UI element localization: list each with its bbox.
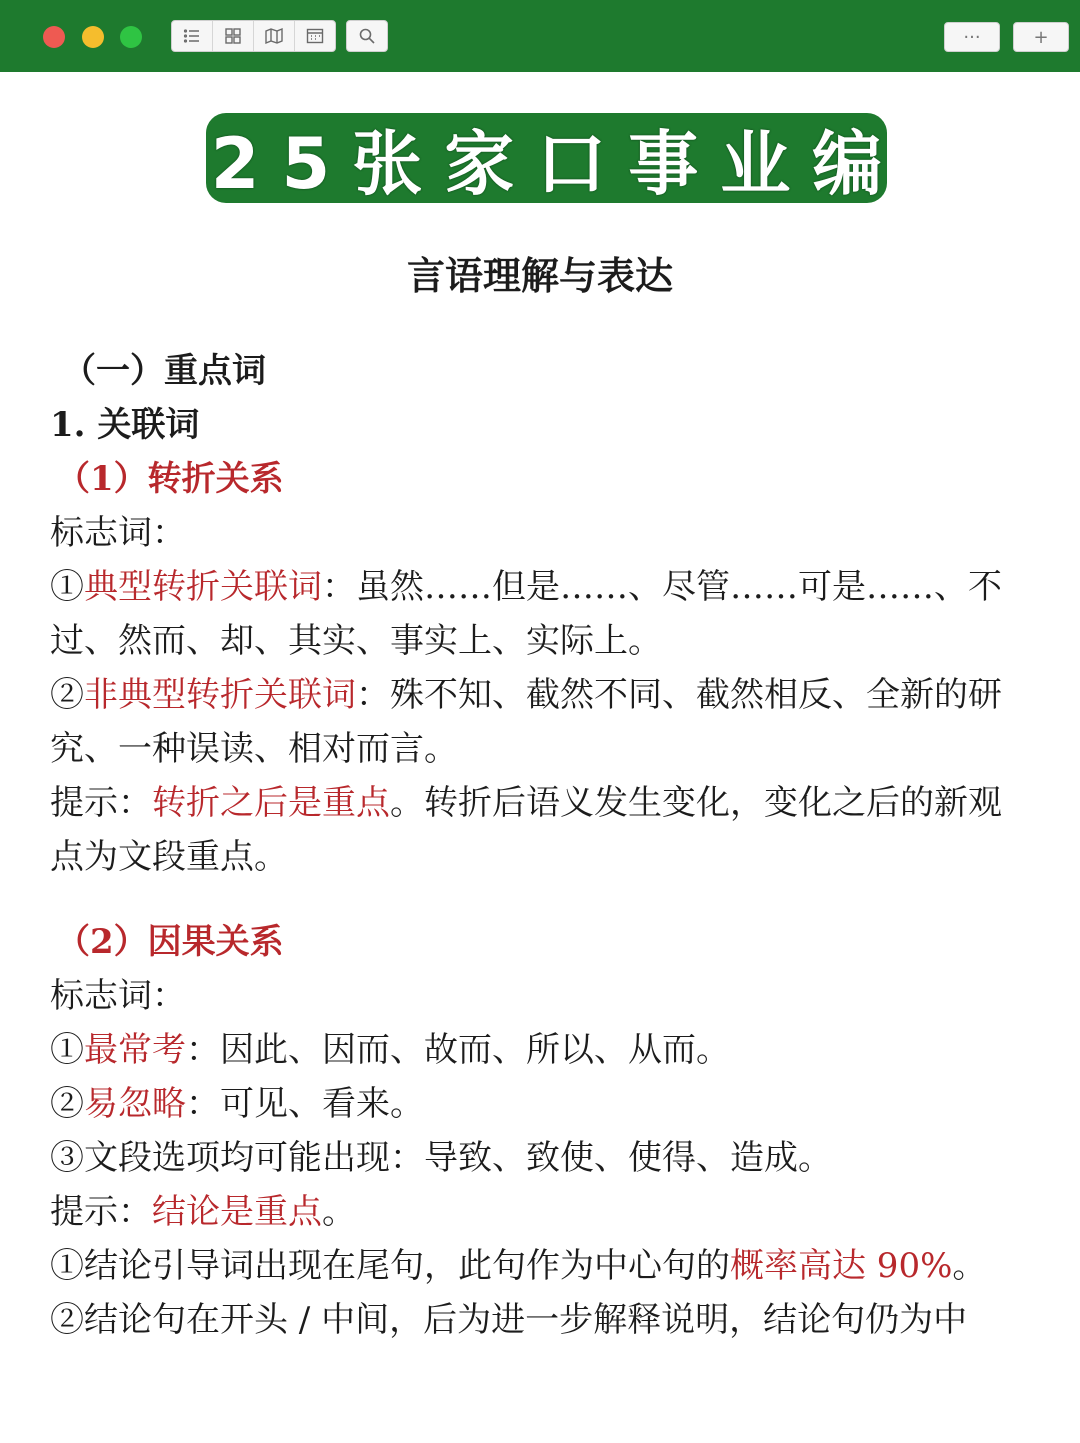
line-text: 。 xyxy=(952,1246,987,1286)
highlight-text: 最常考 xyxy=(84,1030,186,1070)
paragraph-line xyxy=(50,1030,730,1070)
line-text: 。转折后语义发生变化，变化之后的新观 xyxy=(390,783,1002,823)
grid-icon xyxy=(224,27,242,45)
list-icon xyxy=(183,27,201,45)
highlight-text: 典型转折关联词 xyxy=(84,567,322,607)
highlight-text: 非典型转折关联词 xyxy=(84,675,356,715)
close-window-button[interactable] xyxy=(43,26,65,48)
item-number: ② xyxy=(50,675,84,715)
minimize-window-button[interactable] xyxy=(82,26,104,48)
line-text: ①结论引导词出现在尾句，此句作为中心句的 xyxy=(50,1246,730,1286)
paragraph-line xyxy=(50,1084,424,1124)
map-view-button[interactable] xyxy=(254,21,295,51)
item-number: ① xyxy=(50,1030,84,1070)
add-button[interactable]: + xyxy=(1013,22,1069,52)
search-button[interactable] xyxy=(347,21,387,51)
paragraph-line: 点为文段重点。 xyxy=(50,837,288,877)
paragraph-line: ②结论句在开头 / 中间，后为进一步解释说明，结论句仍为中 xyxy=(50,1300,968,1340)
highlight-text: 结论是重点 xyxy=(152,1192,322,1232)
highlight-text: 易忽略 xyxy=(84,1084,186,1124)
tip-label: 提示： xyxy=(50,1192,152,1232)
line-text: ：虽然……但是……、尽管……可是……、不 xyxy=(322,567,1002,607)
list-view-button[interactable] xyxy=(172,21,213,51)
tip-line xyxy=(50,783,1002,823)
item-number: ① xyxy=(50,567,84,607)
line-text: 。 xyxy=(322,1192,356,1232)
calendar-view-button[interactable] xyxy=(295,21,335,51)
map-icon xyxy=(265,27,283,45)
search-toolbar xyxy=(346,20,388,52)
topic-heading-causal: （2）因果关系 xyxy=(56,922,284,962)
window-titlebar xyxy=(0,0,1080,72)
keyword-label: 标志词： xyxy=(50,513,186,553)
search-icon xyxy=(358,27,376,45)
zoom-window-button[interactable] xyxy=(120,26,142,48)
calendar-icon xyxy=(306,27,324,45)
section-heading: （一）重点词 xyxy=(62,351,266,391)
highlight-text: 概率高达 90% xyxy=(730,1246,953,1286)
more-button[interactable]: ··· xyxy=(944,22,1000,52)
paragraph-line: 过、然而、却、其实、事实上、实际上。 xyxy=(50,621,662,661)
keyword-label: 标志词： xyxy=(50,976,186,1016)
paragraph-line: 究、一种误读、相对而言。 xyxy=(50,729,458,769)
banner-title: 25张家口事业编 xyxy=(210,122,905,205)
tip-line xyxy=(50,1192,356,1232)
subsection-heading: 1. 关联词 xyxy=(50,405,200,445)
paragraph-line xyxy=(50,567,1002,607)
line-text: ：可见、看来。 xyxy=(186,1084,424,1124)
line-text: ：因此、因而、故而、所以、从而。 xyxy=(186,1030,730,1070)
paragraph-line: ③文段选项均可能出现：导致、致使、使得、造成。 xyxy=(50,1138,832,1178)
document-subtitle: 言语理解与表达 xyxy=(406,253,673,298)
item-number: ② xyxy=(50,1084,84,1124)
line-text: ：殊不知、截然不同、截然相反、全新的研 xyxy=(356,675,1002,715)
paragraph-line xyxy=(50,675,1002,715)
tip-label: 提示： xyxy=(50,783,152,823)
topic-heading-transition: （1）转折关系 xyxy=(56,459,284,499)
grid-view-button[interactable] xyxy=(213,21,254,51)
view-toolbar xyxy=(171,20,336,52)
highlight-text: 转折之后是重点 xyxy=(152,783,390,823)
title-banner xyxy=(206,113,905,205)
paragraph-line xyxy=(50,1246,986,1286)
